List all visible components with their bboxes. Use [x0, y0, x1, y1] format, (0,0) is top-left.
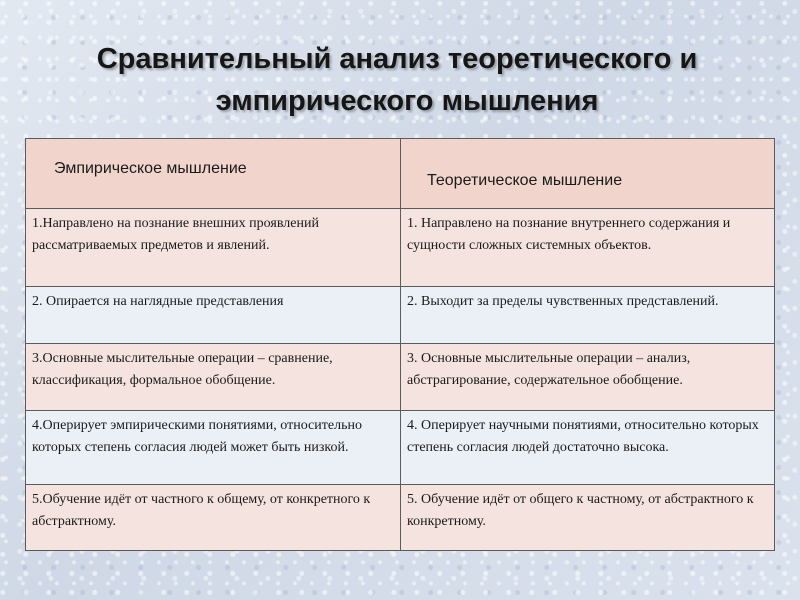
table-cell-empirical: 3.Основные мыслительные операции – сравнение, классификация, формальное обобщение.	[26, 344, 401, 411]
table-cell-theoretical: 4. Оперирует научными понятиями, относительно которых степень согласия людей достаточно высока.	[401, 411, 775, 485]
table-cell-theoretical: 5. Обучение идёт от общего к частному, от абстрактного к конкретному.	[401, 485, 775, 551]
table-row	[26, 209, 775, 287]
table-row	[26, 344, 775, 411]
table-cell-theoretical: 3. Основные мыслительные операции – анализ, абстрагирование, содержательное обобщение.	[401, 344, 775, 411]
header-label-theoretical: Теоретическое мышление	[427, 171, 623, 189]
table-cell-empirical: 2. Опирается на наглядные представления	[26, 287, 401, 344]
header-label-empirical: Эмпирическое мышление	[54, 159, 247, 177]
header-cell-empirical	[26, 139, 401, 209]
header-cell-theoretical	[401, 139, 775, 209]
page-title-line-2: эмпирического мышления	[215, 85, 599, 117]
table-cell-empirical: 1.Направлено на познание внешних проявлений рассматриваемых предметов и явлений.	[26, 209, 401, 287]
table-cell-empirical: 4.Оперирует эмпирическими понятиями, относительно которых степень согласия людей может быть низкой.	[26, 411, 401, 485]
table-cell-theoretical: 2. Выходит за пределы чувственных представлений.	[401, 287, 775, 344]
comparison-table	[25, 138, 775, 551]
table-cell-empirical: 5.Обучение идёт от частного к общему, от конкретного к абстрактному.	[26, 485, 401, 551]
table-row	[26, 287, 775, 344]
page-title-line-1: Сравнительный анализ теоретического и	[96, 43, 698, 75]
table-cell-theoretical: 1. Направлено на познание внутреннего содержания и сущности сложных системных объектов.	[401, 209, 775, 287]
page-title	[0, 38, 800, 122]
table-row	[26, 485, 775, 551]
table-row	[26, 411, 775, 485]
table-header-row	[26, 139, 775, 209]
